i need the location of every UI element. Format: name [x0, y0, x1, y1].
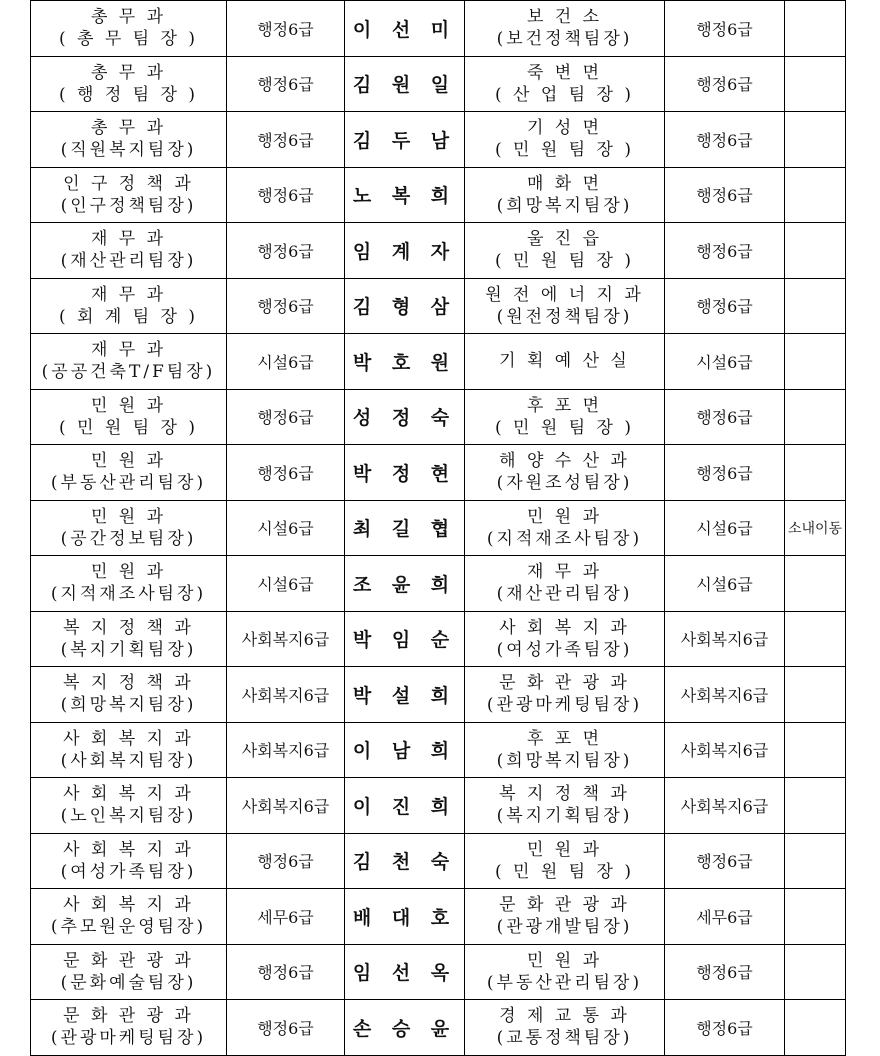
name-cell [345, 556, 465, 612]
to-grade: 사회복지6급 [680, 796, 769, 816]
name-cell [345, 56, 465, 112]
from-team: (희망복지팀장) [60, 695, 197, 716]
to-department-cell [465, 889, 665, 945]
name-cell [345, 500, 465, 556]
to-team: (자원조성팀장) [496, 473, 633, 494]
note-cell [785, 778, 846, 834]
to-department-cell [465, 167, 665, 223]
to-department: 사 회 복 지 과 [499, 617, 630, 638]
from-grade-cell [227, 223, 345, 279]
to-grade: 사회복지6급 [680, 685, 769, 705]
name-cell [345, 389, 465, 445]
name-cell [345, 833, 465, 889]
to-grade-cell [665, 722, 785, 778]
table-row [31, 556, 846, 612]
to-team: (재산관리팀장) [496, 584, 633, 605]
from-department-cell [31, 445, 227, 501]
to-grade-cell [665, 112, 785, 168]
to-grade: 행정6급 [696, 75, 753, 95]
from-grade-cell [227, 833, 345, 889]
to-grade: 시설6급 [696, 519, 753, 539]
from-team: (여성가족팀장) [60, 861, 197, 882]
table-row [31, 278, 846, 334]
to-department: 재 무 과 [526, 562, 603, 583]
table-row [31, 944, 846, 1000]
name-cell [345, 223, 465, 279]
to-department-cell [465, 556, 665, 612]
from-department-cell [31, 389, 227, 445]
to-grade: 사회복지6급 [680, 630, 769, 650]
from-grade: 행정6급 [257, 1018, 314, 1038]
from-department-cell [31, 278, 227, 334]
employee-name: 박 설 희 [352, 684, 457, 707]
employee-name: 김 형 삼 [352, 296, 457, 319]
remark: 소내이동 [787, 520, 843, 537]
employee-name: 배 대 호 [352, 906, 457, 929]
from-department: 사 회 복 지 과 [63, 728, 194, 749]
note-cell [785, 167, 846, 223]
to-team: ( 민 원 팀 장 ) [495, 251, 634, 272]
from-department-cell [31, 611, 227, 667]
table-row [31, 611, 846, 667]
to-grade: 행정6급 [696, 241, 753, 261]
to-grade: 행정6급 [696, 130, 753, 150]
to-grade: 행정6급 [696, 19, 753, 39]
name-cell [345, 611, 465, 667]
name-cell [345, 334, 465, 390]
from-grade-cell [227, 944, 345, 1000]
from-grade-cell [227, 722, 345, 778]
employee-name: 박 호 원 [352, 351, 457, 374]
from-grade-cell [227, 556, 345, 612]
to-team: (관광개발팀장) [496, 917, 633, 938]
to-grade: 행정6급 [696, 963, 753, 983]
employee-name: 김 두 남 [352, 129, 457, 152]
to-department-cell [465, 778, 665, 834]
employee-name: 성 정 숙 [352, 407, 457, 430]
to-department: 민 원 과 [526, 506, 603, 527]
from-team: ( 행 정 팀 장 ) [59, 84, 198, 105]
to-grade: 시설6급 [696, 352, 753, 372]
table-row [31, 833, 846, 889]
table-row [31, 500, 846, 556]
to-team: (원전정책팀장) [496, 306, 633, 327]
from-department-cell [31, 112, 227, 168]
to-grade: 행정6급 [696, 408, 753, 428]
to-grade-cell [665, 445, 785, 501]
from-grade: 사회복지6급 [241, 630, 330, 650]
from-grade-cell [227, 445, 345, 501]
to-grade: 행정6급 [696, 186, 753, 206]
from-department: 사 회 복 지 과 [63, 784, 194, 805]
from-team: (인구정책팀장) [60, 195, 197, 216]
to-department-cell [465, 334, 665, 390]
table-row [31, 334, 846, 390]
from-grade-cell [227, 56, 345, 112]
from-team: ( 회 계 팀 장 ) [59, 306, 198, 327]
from-grade-cell [227, 667, 345, 723]
from-department-cell [31, 1000, 227, 1056]
from-department-cell [31, 778, 227, 834]
from-grade-cell [227, 167, 345, 223]
to-team: ( 민 원 팀 장 ) [495, 140, 634, 161]
to-department: 매 화 면 [526, 173, 603, 194]
to-team: (보건정책팀장) [496, 29, 633, 50]
name-cell [345, 445, 465, 501]
note-cell [785, 944, 846, 1000]
from-department: 복 지 정 책 과 [63, 617, 194, 638]
table-row [31, 722, 846, 778]
to-team: (복지기획팀장) [496, 806, 633, 827]
from-department-cell [31, 889, 227, 945]
from-team: (공간정보팀장) [60, 528, 197, 549]
note-cell [785, 278, 846, 334]
from-grade: 행정6급 [257, 186, 314, 206]
to-department-cell [465, 1000, 665, 1056]
to-department: 원 전 에 너 지 과 [485, 284, 644, 305]
employee-name: 조 윤 희 [352, 573, 457, 596]
from-department: 총 무 과 [90, 7, 167, 28]
note-cell [785, 611, 846, 667]
note-cell [785, 556, 846, 612]
to-department: 문 화 관 광 과 [499, 673, 630, 694]
to-department-cell [465, 611, 665, 667]
table-row [31, 56, 846, 112]
from-grade-cell [227, 1, 345, 57]
to-department-cell [465, 56, 665, 112]
employee-name: 박 정 현 [352, 462, 457, 485]
from-grade: 사회복지6급 [241, 796, 330, 816]
from-grade-cell [227, 889, 345, 945]
employee-name: 김 원 일 [352, 74, 457, 97]
to-department-cell [465, 389, 665, 445]
from-department: 민 원 과 [90, 562, 167, 583]
note-cell [785, 500, 846, 556]
to-grade-cell [665, 611, 785, 667]
note-cell [785, 56, 846, 112]
from-grade-cell [227, 278, 345, 334]
to-grade-cell [665, 56, 785, 112]
from-department-cell [31, 667, 227, 723]
to-grade-cell [665, 278, 785, 334]
from-grade-cell [227, 334, 345, 390]
from-team: (복지기획팀장) [60, 639, 197, 660]
from-department-cell [31, 167, 227, 223]
to-grade-cell [665, 833, 785, 889]
to-department-cell [465, 833, 665, 889]
table-row [31, 1000, 846, 1056]
table-row [31, 1, 846, 57]
table-row [31, 889, 846, 945]
to-grade-cell [665, 778, 785, 834]
employee-name: 박 임 순 [352, 629, 457, 652]
name-cell [345, 667, 465, 723]
to-team: ( 민 원 팀 장 ) [495, 861, 634, 882]
from-department: 재 무 과 [90, 229, 167, 250]
from-department: 사 회 복 지 과 [63, 895, 194, 916]
note-cell [785, 334, 846, 390]
to-grade-cell [665, 556, 785, 612]
from-grade: 행정6급 [257, 241, 314, 261]
to-department-cell [465, 944, 665, 1000]
to-department: 기 획 예 산 실 [499, 351, 630, 372]
from-department-cell [31, 334, 227, 390]
table-row [31, 445, 846, 501]
name-cell [345, 889, 465, 945]
to-grade-cell [665, 223, 785, 279]
to-department: 후 포 면 [526, 728, 603, 749]
note-cell [785, 889, 846, 945]
from-team: (지적재조사팀장) [50, 584, 207, 605]
from-department-cell [31, 223, 227, 279]
note-cell [785, 223, 846, 279]
to-grade: 행정6급 [696, 1018, 753, 1038]
from-grade: 시설6급 [257, 519, 314, 539]
from-team: (관광마케팅팀장) [50, 1028, 207, 1049]
to-grade: 행정6급 [696, 463, 753, 483]
to-grade-cell [665, 1, 785, 57]
from-team: ( 총 무 팀 장 ) [59, 29, 198, 50]
to-grade-cell [665, 167, 785, 223]
to-grade-cell [665, 667, 785, 723]
note-cell [785, 667, 846, 723]
from-team: ( 민 원 팀 장 ) [59, 417, 198, 438]
to-team: (교통정책팀장) [496, 1028, 633, 1049]
to-team: ( 민 원 팀 장 ) [495, 417, 634, 438]
from-department: 민 원 과 [90, 395, 167, 416]
to-department-cell [465, 445, 665, 501]
note-cell [785, 112, 846, 168]
employee-name: 최 길 협 [352, 518, 457, 541]
employee-name: 임 계 자 [352, 240, 457, 263]
from-grade-cell [227, 389, 345, 445]
from-department: 재 무 과 [90, 340, 167, 361]
table-body [31, 1, 846, 1056]
from-department: 문 화 관 광 과 [63, 1006, 194, 1027]
to-grade-cell [665, 500, 785, 556]
from-department: 민 원 과 [90, 506, 167, 527]
to-department: 문 화 관 광 과 [499, 895, 630, 916]
to-grade: 행정6급 [696, 852, 753, 872]
from-grade-cell [227, 500, 345, 556]
to-team: (여성가족팀장) [496, 639, 633, 660]
to-grade-cell [665, 944, 785, 1000]
to-team: (관광마케팅팀장) [486, 695, 643, 716]
from-department-cell [31, 722, 227, 778]
to-grade: 시설6급 [696, 574, 753, 594]
from-team: (문화예술팀장) [60, 972, 197, 993]
from-team: (직원복지팀장) [60, 140, 197, 161]
from-department: 복 지 정 책 과 [63, 673, 194, 694]
to-department: 복 지 정 책 과 [499, 784, 630, 805]
note-cell [785, 833, 846, 889]
to-department-cell [465, 223, 665, 279]
from-grade: 행정6급 [257, 297, 314, 317]
name-cell [345, 778, 465, 834]
from-grade-cell [227, 611, 345, 667]
employee-name: 손 승 윤 [352, 1017, 457, 1040]
to-department: 경 제 교 통 과 [499, 1006, 630, 1027]
to-department-cell [465, 722, 665, 778]
to-grade-cell [665, 389, 785, 445]
from-grade: 행정6급 [257, 463, 314, 483]
from-grade: 사회복지6급 [241, 741, 330, 761]
employee-name: 이 선 미 [352, 18, 457, 41]
from-team: (공공건축T/F팀장) [41, 362, 216, 383]
from-department-cell [31, 500, 227, 556]
from-grade: 사회복지6급 [241, 685, 330, 705]
to-department: 민 원 과 [526, 839, 603, 860]
from-team: (사회복지팀장) [60, 750, 197, 771]
from-grade: 시설6급 [257, 574, 314, 594]
from-department: 총 무 과 [90, 118, 167, 139]
name-cell [345, 278, 465, 334]
to-grade: 세무6급 [696, 907, 753, 927]
table-row [31, 667, 846, 723]
from-grade-cell [227, 778, 345, 834]
from-grade: 행정6급 [257, 963, 314, 983]
from-department: 사 회 복 지 과 [63, 839, 194, 860]
name-cell [345, 944, 465, 1000]
to-department-cell [465, 1, 665, 57]
personnel-transfer-table [30, 0, 846, 1056]
employee-name: 임 선 옥 [352, 962, 457, 985]
to-grade-cell [665, 889, 785, 945]
from-grade: 행정6급 [257, 75, 314, 95]
from-department-cell [31, 833, 227, 889]
name-cell [345, 1000, 465, 1056]
name-cell [345, 1, 465, 57]
from-department: 민 원 과 [90, 451, 167, 472]
from-department-cell [31, 944, 227, 1000]
note-cell [785, 445, 846, 501]
to-team: (지적재조사팀장) [486, 528, 643, 549]
from-team: (추모원운영팀장) [50, 917, 207, 938]
to-department-cell [465, 500, 665, 556]
from-department: 문 화 관 광 과 [63, 950, 194, 971]
from-grade: 행정6급 [257, 852, 314, 872]
to-department: 죽 변 면 [526, 62, 603, 83]
table-row [31, 389, 846, 445]
name-cell [345, 112, 465, 168]
to-department: 민 원 과 [526, 950, 603, 971]
to-team: (부동산관리팀장) [486, 972, 643, 993]
table-row [31, 167, 846, 223]
employee-name: 이 남 희 [352, 740, 457, 763]
table-row [31, 112, 846, 168]
from-team: (부동산관리팀장) [50, 473, 207, 494]
from-grade: 시설6급 [257, 352, 314, 372]
to-department: 후 포 면 [526, 395, 603, 416]
to-department-cell [465, 112, 665, 168]
from-department: 재 무 과 [90, 284, 167, 305]
table-row [31, 778, 846, 834]
from-department-cell [31, 56, 227, 112]
from-department: 인 구 정 책 과 [63, 173, 194, 194]
name-cell [345, 722, 465, 778]
note-cell [785, 722, 846, 778]
to-team: (희망복지팀장) [496, 195, 633, 216]
from-team: (노인복지팀장) [60, 806, 197, 827]
from-grade: 행정6급 [257, 408, 314, 428]
note-cell [785, 1000, 846, 1056]
from-department-cell [31, 556, 227, 612]
table-row [31, 223, 846, 279]
employee-name: 김 천 숙 [352, 851, 457, 874]
to-department-cell [465, 278, 665, 334]
note-cell [785, 1, 846, 57]
to-department: 기 성 면 [526, 118, 603, 139]
to-department: 울 진 읍 [526, 229, 603, 250]
from-grade: 세무6급 [257, 907, 314, 927]
to-grade-cell [665, 1000, 785, 1056]
from-team: (재산관리팀장) [60, 251, 197, 272]
from-grade: 행정6급 [257, 130, 314, 150]
to-department: 보 건 소 [526, 7, 603, 28]
to-grade: 행정6급 [696, 297, 753, 317]
from-grade-cell [227, 1000, 345, 1056]
to-team: ( 산 업 팀 장 ) [495, 84, 634, 105]
note-cell [785, 389, 846, 445]
to-grade: 사회복지6급 [680, 741, 769, 761]
to-department: 해 양 수 산 과 [499, 451, 630, 472]
from-department: 총 무 과 [90, 62, 167, 83]
to-grade-cell [665, 334, 785, 390]
from-department-cell [31, 1, 227, 57]
to-team: (희망복지팀장) [496, 750, 633, 771]
from-grade-cell [227, 112, 345, 168]
to-department-cell [465, 667, 665, 723]
employee-name: 노 복 희 [352, 185, 457, 208]
employee-name: 이 진 희 [352, 795, 457, 818]
from-grade: 행정6급 [257, 19, 314, 39]
name-cell [345, 167, 465, 223]
